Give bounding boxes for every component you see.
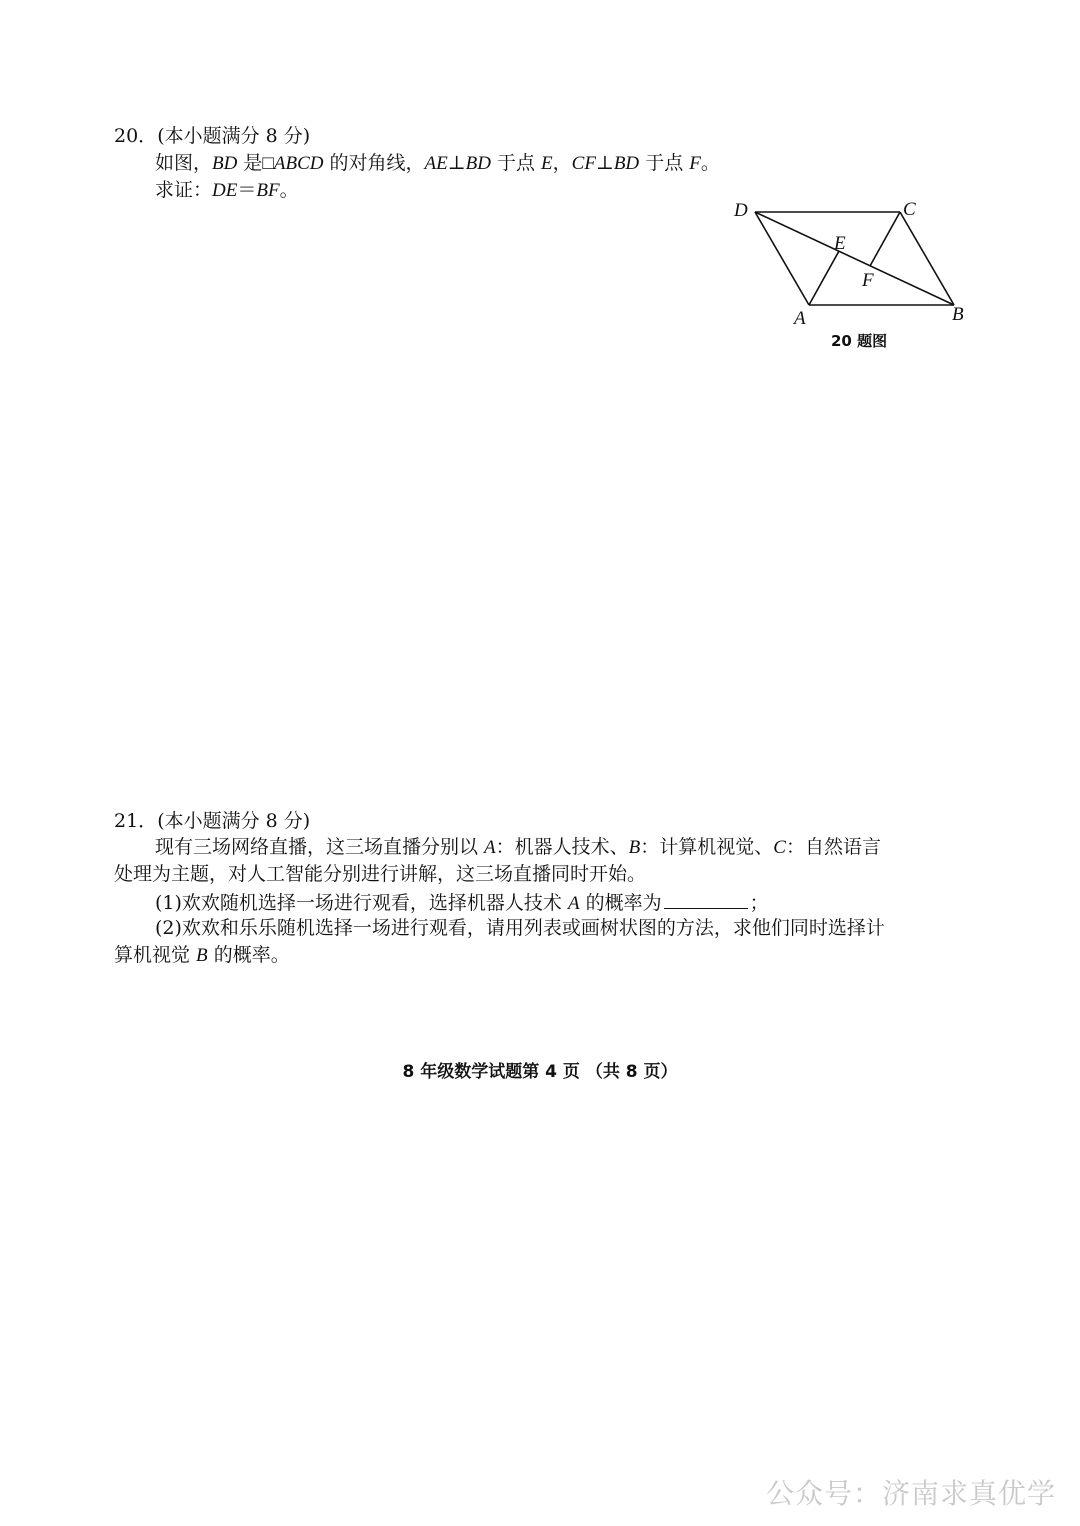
text: ：机器人技术、 — [495, 836, 629, 858]
question-20-stem — [155, 150, 720, 177]
text: 于点 — [639, 152, 690, 174]
question-20-header — [114, 123, 310, 149]
math-bd: BD — [465, 153, 491, 174]
question-21-subquestion-2-cont — [114, 942, 290, 969]
text: 的对角线， — [323, 152, 425, 174]
figure-caption: 20 题图 — [831, 332, 888, 350]
text: 的概率。 — [207, 944, 290, 966]
math-parallelogram: □ABCD — [262, 153, 324, 174]
math-e: E — [541, 153, 553, 174]
figure-20-parallelogram — [720, 190, 980, 355]
text: 现有三场网络直播，这三场直播分别以 — [155, 836, 485, 858]
perp-symbol: ⊥ — [595, 152, 614, 174]
question-20-number: 20． — [114, 125, 158, 147]
text: 。 — [279, 179, 299, 201]
perp-symbol: ⊥ — [447, 152, 466, 174]
text: ：自然语言 — [785, 836, 881, 858]
question-21-subquestion-1 — [155, 888, 769, 917]
text: 算机视觉 — [114, 944, 197, 966]
question-20-prove — [155, 177, 299, 204]
math-bf: BF — [256, 180, 280, 201]
math-b: B — [628, 837, 641, 858]
text: ； — [749, 892, 769, 914]
text: 如图， — [155, 152, 213, 174]
text: 的概率为 — [579, 892, 662, 914]
text: 于点 — [490, 152, 542, 174]
equals-symbol: ＝ — [237, 179, 257, 201]
math-ae: AE — [424, 153, 448, 174]
answer-blank[interactable] — [664, 888, 748, 909]
text: ：计算机视觉、 — [640, 836, 774, 858]
text: (1)欢欢随机选择一场进行观看，选择机器人技术 — [155, 892, 568, 914]
math-bd: BD — [212, 153, 238, 174]
label-c: C — [903, 199, 916, 220]
label-d: D — [734, 200, 748, 221]
math-cf: CF — [571, 153, 596, 174]
math-a: A — [567, 893, 580, 914]
segment-cf — [870, 212, 900, 266]
question-21-paragraph-1 — [155, 834, 881, 861]
label-e: E — [834, 233, 846, 254]
text: 。 — [700, 152, 720, 174]
diagonal-bd — [755, 212, 954, 305]
label-f: F — [862, 270, 874, 291]
side-ad — [755, 212, 809, 305]
question-21-score: (本小题满分 8 分) — [157, 810, 311, 832]
question-21-subquestion-2: (2)欢欢和乐乐随机选择一场进行观看，请用列表或画树状图的方法，求他们同时选择计 — [155, 917, 885, 939]
label-b: B — [952, 304, 964, 325]
segment-ae — [809, 251, 839, 305]
question-21-header — [114, 808, 310, 834]
question-21-number: 21． — [114, 810, 158, 832]
math-b: B — [196, 945, 208, 966]
label-a: A — [794, 308, 806, 329]
text: 求证： — [155, 179, 213, 201]
text: 是 — [237, 152, 263, 174]
math-f: F — [689, 153, 701, 174]
math-de: DE — [212, 180, 238, 201]
side-cb — [900, 212, 954, 305]
math-bd: BD — [613, 153, 640, 174]
watermark: 公众号：济南求真优学 — [765, 1477, 1056, 1510]
math-c: C — [773, 837, 786, 858]
question-20-score: (本小题满分 8 分) — [157, 125, 311, 147]
page-footer: 8 年级数学试题第 4 页 （共 8 页） — [402, 1062, 678, 1082]
math-a: A — [484, 837, 496, 858]
text: ， — [552, 152, 572, 174]
question-21-paragraph-2: 处理为主题，对人工智能分别进行讲解，这三场直播同时开始。 — [114, 863, 647, 885]
